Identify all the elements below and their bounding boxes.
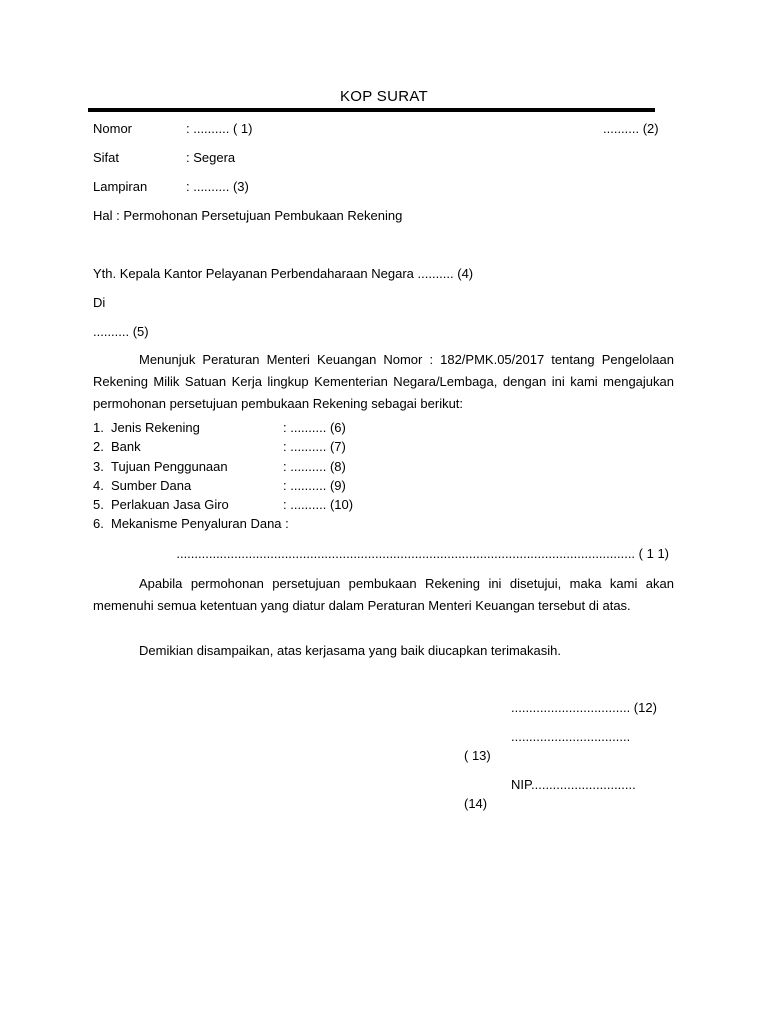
recipient-line: Yth. Kepala Kantor Pelayanan Perbendaharaan Negara .......... (4) [93, 266, 474, 281]
sifat-label: Sifat [93, 150, 120, 165]
recipient-di: Di [93, 295, 106, 310]
signature-nip-number: (14) [464, 796, 488, 811]
nomor-value: : .......... ( 1) [186, 121, 253, 136]
date-value: .......... (2) [603, 121, 659, 136]
list-item-value: : .......... (9) [283, 478, 346, 493]
list-item: 5. Perlakuan Jasa Giro [93, 497, 229, 512]
signature-name-line: ................................. [511, 729, 631, 744]
list-item-value: : .......... (8) [283, 459, 346, 474]
list-item-value: : .......... (10) [283, 497, 354, 512]
mechanism-fill-line: ............................................................................................................................... ( 1 1) [176, 546, 669, 561]
subject-line: Hal : Permohonan Persetujuan Pembukaan Rekening [93, 208, 403, 223]
opening-paragraph-text: Menunjuk Peraturan Menteri Keuangan Nomor : 182/PMK.05/2017 tentang Pengelolaan Rekening Milik Satuan Kerja lingkup Kementerian Negara/Lembaga, dengan ini kami mengajukan permohonan persetujuan pembukaan Rekening sebagai berikut: [93, 352, 674, 411]
sifat-value: : Segera [186, 150, 236, 165]
recipient-place: .......... (5) [93, 324, 149, 339]
signature-name-number: ( 13) [464, 748, 491, 763]
lampiran-value: : .......... (3) [186, 179, 249, 194]
opening-paragraph [93, 349, 674, 415]
list-item: 1. Jenis Rekening [93, 420, 200, 435]
signature-nip: NIP............................. [511, 777, 636, 792]
list-item-value: : .......... (6) [283, 420, 346, 435]
regards-paragraph [93, 640, 674, 662]
closing-paragraph [93, 573, 674, 617]
lampiran-label: Lampiran [93, 179, 148, 194]
closing-paragraph-text: Apabila permohonan persetujuan pembukaan Rekening ini disetujui, maka kami akan memenuhi semua ketentuan yang diatur dalam Peraturan Menteri Keuangan tersebut di atas. [93, 576, 674, 613]
list-item: 3. Tujuan Penggunaan [93, 459, 228, 474]
signature-position: ................................. (12) [511, 700, 657, 715]
list-item-value: : .......... (7) [283, 439, 346, 454]
list-item: 4. Sumber Dana [93, 478, 192, 493]
letterhead-title: KOP SURAT [340, 88, 428, 105]
list-item: 2. Bank [93, 439, 141, 454]
regards-paragraph-text: Demikian disampaikan, atas kerjasama yang baik diucapkan terimakasih. [139, 643, 561, 658]
letterhead-divider [88, 108, 655, 112]
nomor-label: Nomor [93, 121, 133, 136]
list-item: 6. Mekanisme Penyaluran Dana : [93, 516, 289, 531]
